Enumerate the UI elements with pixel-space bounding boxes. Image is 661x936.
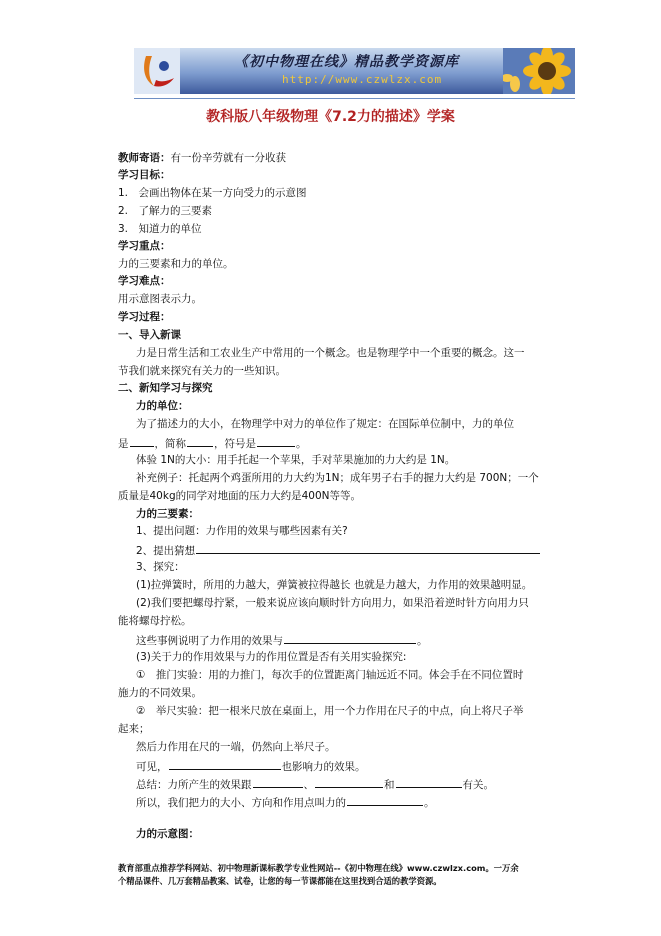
- answer-blank[interactable]: [169, 758, 281, 770]
- paragraph-line: (2)我们要把螺母拧紧，一般来说应该向顺时针方向用力，如果沿着逆时针方向用力只: [136, 597, 529, 609]
- answer-blank[interactable]: [347, 794, 423, 806]
- footer-line: 教育部重点推荐学科网站、初中物理新课标教学专业性网站--《初中物理在线》www.czwlzx.com。一万余: [118, 863, 519, 873]
- paragraph-line: 然后力作用在尺的一端，仍然向上举尺子。: [136, 741, 336, 753]
- teacher-motto: 教师寄语：有一份辛劳就有一分收获: [118, 152, 286, 164]
- sunflower-icon: [503, 48, 575, 94]
- difficulty-text: 用示意图表示力。: [118, 293, 202, 305]
- site-banner: [134, 48, 575, 94]
- paragraph-line: 1、提出问题：力作用的效果与哪些因素有关?: [136, 525, 348, 537]
- section1-heading: 一、导入新课: [118, 329, 181, 341]
- paragraph-line: (1)拉弹簧时，所用的力越大，弹簧被拉得越长 也就是力越大，力作用的效果越明显。: [136, 579, 533, 591]
- paragraph-line: 为了描述力的大小，在物理学中对力的单位作了规定：在国际单位制中，力的单位: [136, 418, 514, 430]
- paragraph-line: 能将螺母拧松。: [118, 615, 192, 627]
- section2-heading: 二、新知学习与探究: [118, 382, 213, 394]
- header-divider: [134, 98, 575, 99]
- paragraph-line: (3)关于力的作用效果与力的作用位置是否有关用实验探究:: [136, 651, 407, 663]
- banner-url: http://www.czwlzx.com: [282, 73, 443, 86]
- fill-in-line: 所以，我们把力的大小、方向和作用点叫力的 。: [136, 794, 596, 810]
- fill-in-line: 可见， 也影响力的效果。: [136, 758, 596, 774]
- goal-item: 3. 知道力的单位: [118, 223, 202, 235]
- three-elements-heading: 力的三要素：: [136, 508, 199, 520]
- paragraph-line: ① 推门实验：用的力推门，每次手的位置距离门轴远近不同。体会手在不同位置时: [136, 669, 524, 681]
- answer-blank[interactable]: [130, 435, 154, 447]
- paragraph-line: 3、探究：: [136, 561, 185, 573]
- answer-blank[interactable]: [196, 542, 540, 554]
- paragraph-line: ② 举尺实验：把一根米尺放在桌面上，用一个力作用在尺子的中点，向上将尺子举: [136, 705, 524, 717]
- paragraph-line: 施力的不同效果。: [118, 687, 202, 699]
- banner-title: 《初中物理在线》精品教学资源库: [234, 54, 459, 70]
- site-logo-icon: [134, 48, 180, 94]
- unit-heading: 力的单位：: [136, 400, 189, 412]
- diagram-heading: 力的示意图：: [136, 828, 199, 840]
- key-points-text: 力的三要素和力的单位。: [118, 258, 234, 270]
- paragraph-line: 力是日常生活和工农业生产中常用的一个概念。也是物理学中一个重要的概念。这一: [136, 347, 525, 359]
- footer-line: 个精品课件、几万套精品教案、试卷，让您的每一节课都能在这里找到合适的教学资源。: [118, 876, 442, 886]
- answer-blank[interactable]: [187, 435, 213, 447]
- answer-blank[interactable]: [284, 632, 416, 644]
- answer-blank[interactable]: [257, 435, 295, 447]
- fill-in-line: 是 ，简称 ，符号是 。: [118, 435, 578, 451]
- document-title: 教科版八年级物理《7.2力的描述》学案: [206, 109, 455, 125]
- paragraph-line: 节我们就来探究有关力的一些知识。: [118, 365, 286, 377]
- fill-in-line: 2、提出猜想: [136, 542, 596, 558]
- answer-blank[interactable]: [396, 776, 462, 788]
- goal-item: 1. 会画出物体在某一方向受力的示意图: [118, 187, 307, 199]
- page-footer: [118, 862, 578, 888]
- goals-heading: 学习目标：: [118, 169, 171, 181]
- key-points-heading: 学习重点：: [118, 240, 171, 252]
- goal-item: 2. 了解力的三要素: [118, 205, 213, 217]
- paragraph-line: 起来；: [118, 723, 150, 735]
- difficulty-heading: 学习难点：: [118, 275, 171, 287]
- answer-blank[interactable]: [253, 776, 303, 788]
- paragraph-line: 补充例子：托起两个鸡蛋所用的力大约为1N；成年男子右手的握力大约是 700N；一个: [136, 472, 539, 484]
- paragraph-line: 质量是40kg的同学对地面的压力大约是400N等等。: [118, 490, 362, 502]
- paragraph-line: 体验 1N的大小：用手托起一个苹果，手对苹果施加的力大约是 1N。: [136, 454, 456, 466]
- fill-in-line: 总结：力所产生的效果跟 、 和 有关。: [136, 776, 596, 792]
- process-heading: 学习过程：: [118, 311, 171, 323]
- answer-blank[interactable]: [315, 776, 383, 788]
- fill-in-line: 这些事例说明了力作用的效果与 。: [136, 632, 596, 648]
